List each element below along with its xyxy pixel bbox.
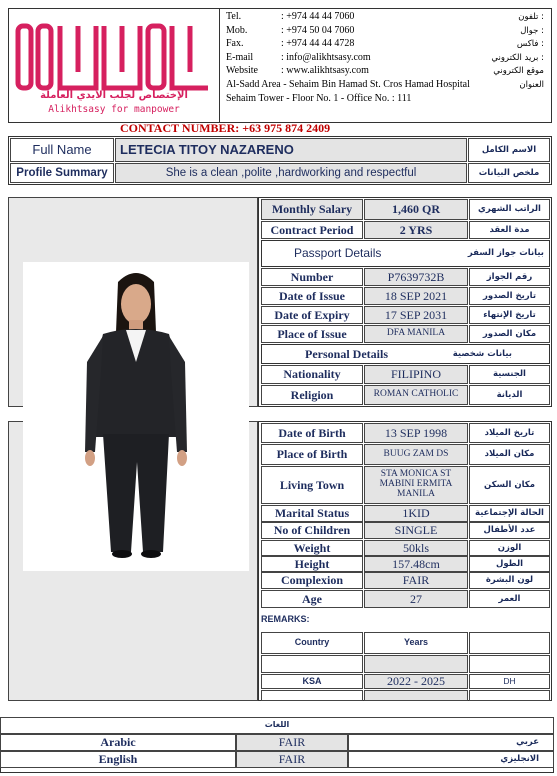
language-english-value: FAIR	[236, 751, 348, 768]
experience-blank-2	[364, 655, 468, 673]
company-logo	[12, 12, 216, 118]
children-label: No of Children	[261, 522, 363, 539]
contact-number: CONTACT NUMBER: +63 975 874 2409	[120, 121, 331, 135]
languages-title-ar: اللغات	[0, 717, 554, 734]
address-line2: Sehaim Tower - Floor No. 1 - Office No. : 111	[226, 93, 412, 104]
experience-blank-4	[261, 690, 363, 701]
contract-period-label-ar: مدة العقد	[469, 221, 550, 239]
experience-blank-6	[469, 690, 550, 701]
website-label: Website	[226, 65, 258, 76]
address-line1: Al-Sadd Area - Sehaim Bin Hamad St. Cros Hamad Hospital	[226, 79, 470, 90]
profile-summary-label: Profile Summary	[10, 163, 114, 183]
language-arabic-label-ar: عربي	[348, 734, 554, 751]
place-of-birth-label-ar: مكان الميلاد	[469, 444, 550, 465]
fax-label: Fax.	[226, 38, 244, 49]
age-label-ar: العمر	[469, 590, 550, 608]
place-of-birth-label: Place of Birth	[261, 444, 363, 465]
monthly-salary-value: 1,460 QR	[364, 199, 468, 220]
height-label: Height	[261, 556, 363, 572]
date-of-expiry-label-ar: تاريخ الإنتهاء	[469, 306, 550, 324]
monthly-salary-label-ar: الراتب الشهري	[469, 199, 550, 220]
complexion-label-ar: لون البشرة	[469, 572, 550, 589]
tel-value: : +974 44 44 7060	[281, 11, 355, 22]
personal-details-title-ar: بيانات شخصية	[452, 349, 512, 359]
experience-blank-1	[261, 655, 363, 673]
passport-number-label: Number	[261, 268, 363, 286]
email-label: E-mail	[226, 52, 254, 63]
weight-label-ar: الوزن	[469, 540, 550, 556]
age-label: Age	[261, 590, 363, 608]
tel-label: Tel.	[226, 11, 242, 22]
language-arabic-value: FAIR	[236, 734, 348, 751]
logo-tagline-ar: الإختصاص لجلب الأيدي العاملة	[40, 90, 188, 101]
date-of-birth-value: 13 SEP 1998	[364, 423, 468, 443]
age-value: 27	[364, 590, 468, 608]
marital-status-label: Marital Status	[261, 505, 363, 522]
logo-tagline-en: Alikhtsasy for manpower	[48, 104, 180, 115]
date-of-birth-label: Date of Birth	[261, 423, 363, 443]
date-of-expiry-value: 17 SEP 2031	[364, 306, 468, 324]
email-value[interactable]: : info@alikhtsasy.com	[281, 52, 371, 63]
place-of-issue-label: Place of Issue	[261, 325, 363, 343]
mob-value: : +974 50 04 7060	[281, 25, 355, 36]
language-english-label-ar: الانجليزي	[348, 751, 554, 768]
date-of-issue-label-ar: تاريخ الصدور	[469, 287, 550, 305]
full-name-value: LETECIA TITOY NAZARENO	[115, 138, 467, 162]
full-name-label: Full Name	[10, 138, 114, 162]
website-value[interactable]: : www.alikhtsasy.com	[281, 65, 369, 76]
weight-value: 50kls	[364, 540, 468, 556]
person-figure	[23, 262, 249, 571]
experience-country-header: Country	[261, 632, 363, 654]
passport-number-value: P7639732B	[364, 268, 468, 286]
experience-header-blank	[469, 632, 550, 654]
date-of-issue-value: 18 SEP 2021	[364, 287, 468, 305]
experience-years: 2022 - 2025	[364, 674, 468, 689]
personal-details-title: Personal Details	[305, 347, 388, 361]
weight-label: Weight	[261, 540, 363, 556]
children-value: SINGLE	[364, 522, 468, 539]
date-of-birth-label-ar: تاريخ الميلاد	[469, 423, 550, 443]
language-arabic-label: Arabic	[0, 734, 236, 751]
date-of-issue-label: Date of Issue	[261, 287, 363, 305]
religion-label-ar: الديانة	[469, 385, 550, 405]
experience-blank-3	[469, 655, 550, 673]
passport-details-title: Passport Details	[294, 246, 382, 260]
mob-label: Mob.	[226, 25, 248, 36]
passport-number-label-ar: رقم الجواز	[469, 268, 550, 286]
living-town-label: Living Town	[261, 466, 363, 504]
nationality-label: Nationality	[261, 365, 363, 384]
logo-graphic	[12, 12, 216, 118]
tel-label-ar: تلفون :	[518, 12, 544, 22]
language-english-label: English	[0, 751, 236, 768]
marital-status-value: 1KID	[364, 505, 468, 522]
date-of-expiry-label: Date of Expiry	[261, 306, 363, 324]
place-of-issue-value: DFA MANILA	[364, 325, 468, 343]
experience-years-header: Years	[364, 632, 468, 654]
fax-label-ar: فاكس :	[516, 39, 544, 49]
marital-status-label-ar: الحالة الإجتماعية	[469, 505, 550, 522]
living-town-label-ar: مكان السكن	[469, 466, 550, 504]
children-label-ar: عدد الأطفال	[469, 522, 550, 539]
contract-period-value: 2 YRS	[364, 221, 468, 239]
profile-summary-value: She is a clean ,polite ,hardworking and respectful	[115, 163, 467, 183]
complexion-label: Complexion	[261, 572, 363, 589]
monthly-salary-label: Monthly Salary	[261, 199, 363, 220]
religion-value: ROMAN CATHOLIC	[364, 385, 468, 405]
place-of-issue-label-ar: مكان الصدور	[469, 325, 550, 343]
contract-period-label: Contract Period	[261, 221, 363, 239]
address-label-ar: العنوان	[519, 80, 544, 90]
email-label-ar: بريد الكتروني :	[491, 53, 544, 63]
experience-country: KSA	[261, 674, 363, 689]
experience-blank-5	[364, 690, 468, 701]
experience-note: DH	[469, 674, 550, 689]
place-of-birth-value: BUUG ZAM DS	[364, 444, 468, 465]
mob-label-ar: جوال :	[520, 26, 544, 36]
website-label-ar: موقع الكتروني	[493, 66, 544, 76]
nationality-label-ar: الجنسية	[469, 365, 550, 384]
passport-details-title-ar: بيانات جواز السفر	[467, 248, 544, 258]
profile-summary-label-ar: ملخص البيانات	[468, 163, 550, 183]
complexion-value: FAIR	[364, 572, 468, 589]
candidate-photo	[23, 262, 249, 571]
living-town-value: STA MONICA ST MABINI ERMITA MANILA	[364, 466, 468, 504]
height-value: 157.48cm	[364, 556, 468, 572]
remarks-label: REMARKS:	[261, 614, 310, 624]
fax-value: : +974 44 44 4728	[281, 38, 355, 49]
nationality-value: FILIPINO	[364, 365, 468, 384]
height-label-ar: الطول	[469, 556, 550, 572]
full-name-label-ar: الاسم الكامل	[468, 138, 550, 162]
header-divider	[219, 8, 220, 123]
religion-label: Religion	[261, 385, 363, 405]
